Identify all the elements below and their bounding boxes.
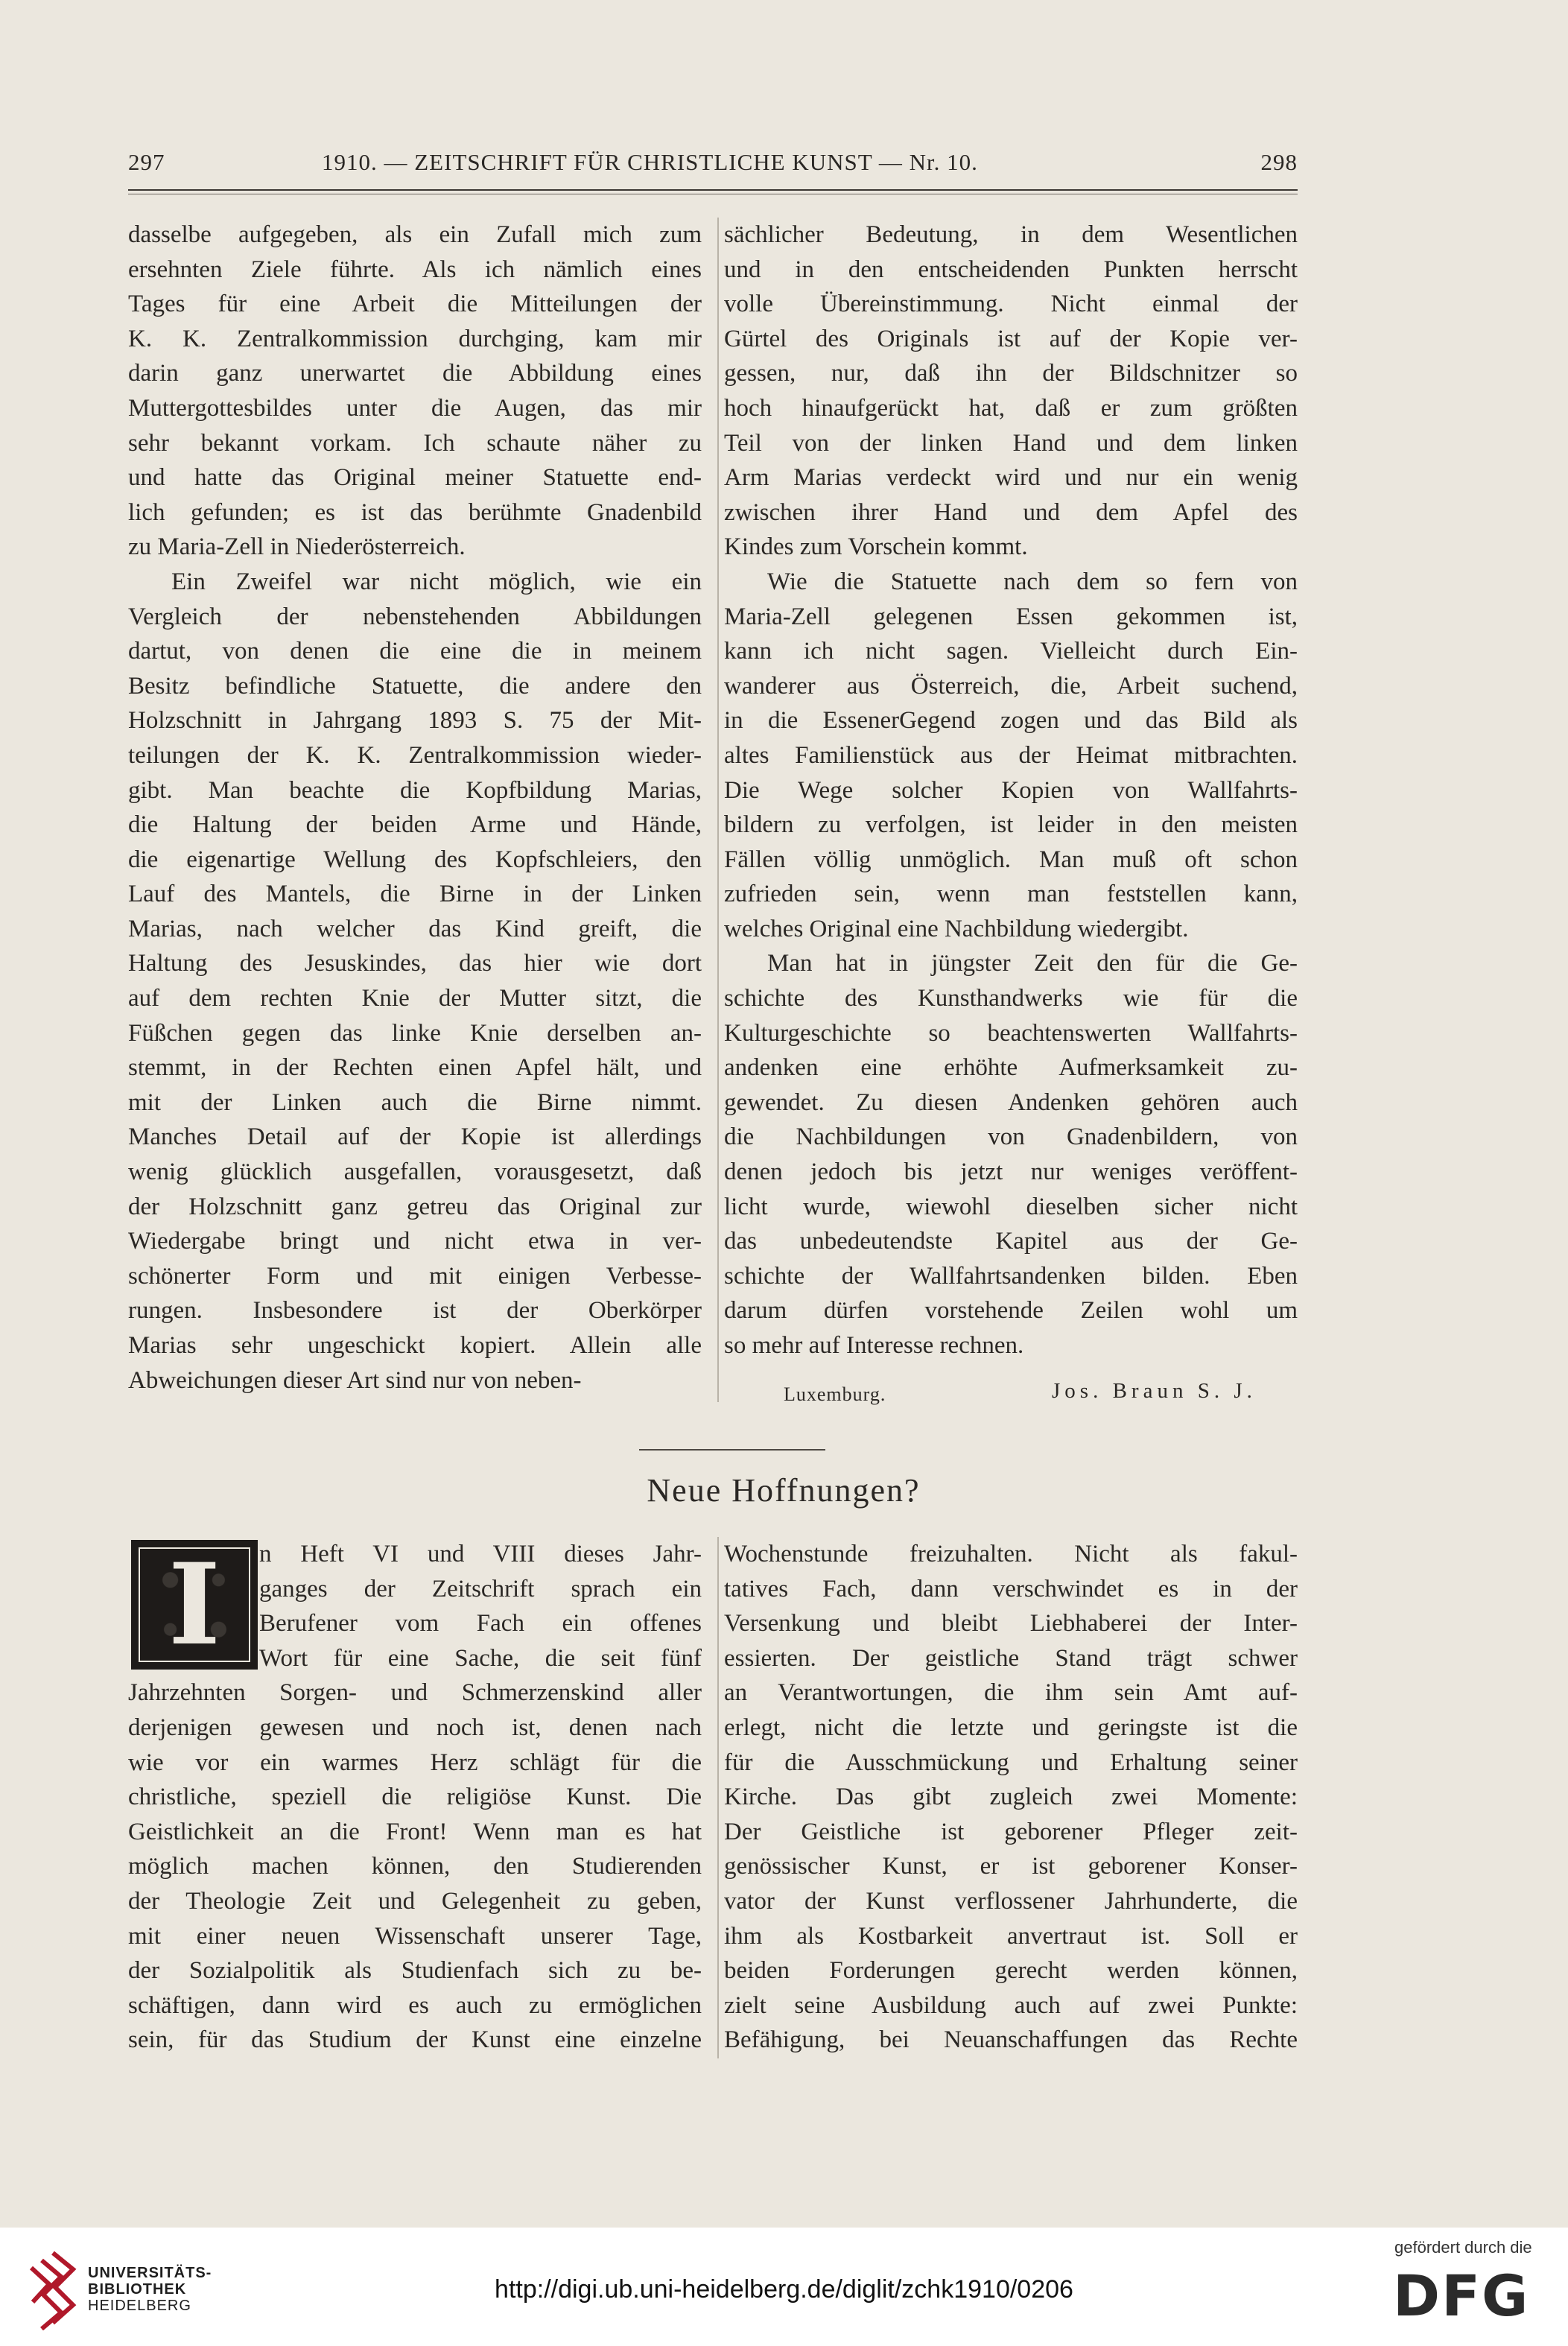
text-line: so mehr auf Interesse rechnen.	[724, 1332, 1024, 1359]
text-line: teilungen der K. K. Zentralkommission wieder-	[128, 741, 702, 769]
text-line: schichte des Kunsthandwerks wie für die	[724, 985, 1298, 1012]
text-line: dartut, von denen die eine die in meinem	[128, 638, 702, 665]
text-line: Vergleich der nebenstehenden Abbildungen	[128, 603, 702, 630]
article2-right-column	[724, 1537, 1298, 2058]
text-line: tatives Fach, dann verschwindet es in der	[724, 1575, 1298, 1602]
text-line: Berufener vom Fach ein offenes	[259, 1610, 702, 1638]
library-name-line1: UNIVERSITÄTS-	[88, 2265, 212, 2281]
text-line: die Haltung der beiden Arme und Hände,	[128, 811, 702, 839]
text-line: der Holzschnitt ganz getreu das Original zur	[128, 1193, 702, 1220]
text-line: und hatte das Original meiner Statuette end-	[128, 464, 702, 492]
text-line: sächlicher Bedeutung, in dem Wesentlichen	[724, 221, 1298, 248]
section-separator	[639, 1449, 825, 1451]
text-line: ersehnten Ziele führte. Als ich nämlich eines	[128, 256, 702, 283]
article1-signature	[784, 1379, 1268, 1412]
text-line: Kirche. Das gibt zugleich zwei Momente:	[724, 1784, 1298, 1811]
text-line: licht wurde, wiewohl dieselben sicher nicht	[724, 1193, 1298, 1220]
text-line: mit der Linken auch die Birne nimmt.	[128, 1088, 702, 1116]
text-line: das unbedeutendste Kapitel aus der Ge-	[724, 1228, 1298, 1255]
text-line: Geistlichkeit an die Front! Wenn man es hat	[128, 1818, 702, 1845]
text-line: Arm Marias verdeckt wird und nur ein wenig	[724, 464, 1298, 492]
column-divider	[717, 218, 719, 1402]
text-line: Füßchen gegen das linke Knie derselben an-	[128, 1019, 702, 1047]
text-line: in die EssenerGegend zogen und das Bild als	[724, 707, 1298, 735]
text-line: möglich machen können, den Studierenden	[128, 1853, 702, 1880]
initial-letter: I	[168, 1539, 221, 1670]
text-line: andenken eine erhöhte Aufmerksamkeit zu-	[724, 1054, 1298, 1082]
text-line: kann ich nicht sagen. Vielleicht durch Ein-	[724, 638, 1298, 665]
text-line: Abweichungen dieser Art sind nur von neben-	[128, 1366, 582, 1394]
text-line: Maria-Zell gelegenen Essen gekommen ist,	[724, 603, 1298, 630]
text-line: Man hat in jüngster Zeit den für die Ge-	[767, 950, 1298, 977]
text-line: lich gefunden; es ist das berühmte Gnadenbild	[128, 498, 702, 526]
text-line: volle Übereinstimmung. Nicht einmal der	[724, 291, 1298, 318]
text-line: Versenkung und bleibt Liebhaberei der Inter-	[724, 1610, 1298, 1638]
text-line: mit einer neuen Wissenschaft unserer Tage,	[128, 1922, 702, 1950]
text-line: wenig glücklich ausgefallen, vorausgesetzt, daß	[128, 1158, 702, 1186]
text-line: Kindes zum Vorschein kommt.	[724, 533, 1028, 561]
text-line: darum dürfen vorstehende Zeilen wohl um	[724, 1297, 1298, 1325]
running-title: 1910. — ZEITSCHRIFT FÜR CHRISTLICHE KUNST — Nr. 10.	[322, 149, 978, 175]
column-divider-2	[717, 1537, 719, 2058]
text-line: die eigenartige Wellung des Kopfschleiers, den	[128, 846, 702, 873]
text-line: wie vor ein warmes Herz schlägt für die	[128, 1749, 702, 1776]
text-line: derjenigen gewesen und noch ist, denen nach	[128, 1713, 702, 1741]
header-rule	[128, 189, 1298, 191]
text-line: der Theologie Zeit und Gelegenheit zu geben,	[128, 1887, 702, 1915]
text-line: sehr bekannt vorkam. Ich schaute näher zu	[128, 429, 702, 457]
text-line: Ein Zweifel war nicht möglich, wie ein	[171, 568, 702, 595]
text-line: an Verantwortungen, die ihm sein Amt auf-	[724, 1679, 1298, 1707]
text-line: Wort für eine Sache, die seit fünf	[259, 1644, 702, 1672]
article2-left-column	[128, 1537, 702, 2058]
text-line: bildern zu verfolgen, ist leider in den meisten	[724, 811, 1298, 839]
page-number-left: 297	[128, 149, 165, 175]
text-line: schäftigen, dann wird es auch zu ermöglichen	[128, 1991, 702, 2019]
text-line: Gürtel des Originals ist auf der Kopie ver-	[724, 325, 1298, 352]
text-line: rungen. Insbesondere ist der Oberkörper	[128, 1297, 702, 1325]
text-line: Kulturgeschichte so beachtenswerten Wallfahrts-	[724, 1019, 1298, 1047]
text-line: Manches Detail auf der Kopie ist allerdings	[128, 1123, 702, 1151]
text-line: zwischen ihrer Hand und dem Apfel des	[724, 498, 1298, 526]
text-line: genössischer Kunst, er ist geborener Konser-	[724, 1853, 1298, 1880]
text-line: K. K. Zentralkommission durchging, kam mir	[128, 325, 702, 352]
text-line: Wie die Statuette nach dem so fern von	[767, 568, 1298, 595]
text-line: n Heft VI und VIII dieses Jahr-	[259, 1541, 702, 1567]
text-line: Fällen völlig unmöglich. Man muß oft schon	[724, 846, 1298, 873]
page-header	[128, 149, 1298, 182]
library-name-line3: HEIDELBERG	[88, 2298, 191, 2314]
text-line: essierten. Der geistliche Stand trägt schwer	[724, 1644, 1298, 1672]
text-line: beiden Forderungen gerecht werden können,	[724, 1957, 1298, 1985]
text-line: und in den entscheidenden Punkten herrscht	[724, 256, 1298, 283]
text-line: gewendet. Zu diesen Andenken gehören auch	[724, 1088, 1298, 1116]
library-name-line2: BIBLIOTHEK	[88, 2281, 187, 2298]
text-line: welches Original eine Nachbildung wiedergibt.	[724, 915, 1189, 942]
text-line: Besitz befindliche Statuette, die andere den	[128, 672, 702, 700]
text-line: zu Maria-Zell in Niederösterreich.	[128, 533, 466, 561]
text-line: Jahrzehnten Sorgen- und Schmerzenskind aller	[128, 1679, 702, 1707]
article1-left-column	[128, 218, 702, 1398]
page-number-right: 298	[1260, 149, 1298, 175]
text-line: vator der Kunst verflossener Jahrhunderte, die	[724, 1887, 1298, 1915]
text-line: Tages für eine Arbeit die Mitteilungen der	[128, 291, 702, 318]
text-line: Muttergottesbildes unter die Augen, das mir	[128, 394, 702, 422]
text-line: gessen, nur, daß ihn der Bildschnitzer so	[724, 360, 1298, 387]
text-line: stemmt, in der Rechten einen Apfel hält, und	[128, 1054, 702, 1082]
text-line: Holzschnitt in Jahrgang 1893 S. 75 der Mit-	[128, 707, 702, 735]
text-line: zufrieden sein, wenn man feststellen kann,	[724, 881, 1298, 908]
text-line: christliche, speziell die religiöse Kunst. Die	[128, 1784, 702, 1811]
text-line: ganges der Zeitschrift sprach ein	[259, 1575, 702, 1602]
text-line: Marias, nach welcher das Kind greift, die	[128, 915, 702, 942]
text-line: auf dem rechten Knie der Mutter sitzt, die	[128, 985, 702, 1012]
text-line: für die Ausschmückung und Erhaltung seiner	[724, 1749, 1298, 1776]
text-line: darin ganz unerwartet die Abbildung eines	[128, 360, 702, 387]
text-line: der Sozialpolitik als Studienfach sich zu be-	[128, 1957, 702, 1985]
text-line: Wiedergabe bringt und nicht etwa in ver-	[128, 1228, 702, 1255]
text-line: Haltung des Jesuskindes, das hier wie dort	[128, 950, 702, 977]
signature-author: Jos. Braun S. J.	[1052, 1379, 1257, 1403]
text-line: Teil von der linken Hand und dem linken	[724, 429, 1298, 457]
text-line: sein, für das Studium der Kunst eine einzelne	[128, 2026, 702, 2054]
text-line: Marias sehr ungeschickt kopiert. Allein alle	[128, 1332, 702, 1359]
signature-place: Luxemburg.	[784, 1383, 886, 1405]
text-line: hoch hinaufgerückt hat, daß er zum größten	[724, 394, 1298, 422]
dfg-logo: DFG	[1393, 2263, 1530, 2329]
text-line: Lauf des Mantels, die Birne in der Linken	[128, 881, 702, 908]
text-line: dasselbe aufgegeben, als ein Zufall mich zum	[128, 221, 702, 248]
text-line: schichte der Wallfahrtsandenken bilden. Eben	[724, 1262, 1298, 1290]
text-line: gibt. Man beachte die Kopfbildung Marias,	[128, 776, 702, 804]
article1-right-column	[724, 218, 1298, 1363]
footer-bar	[0, 2228, 1568, 2346]
text-line: erlegt, nicht die letzte und geringste ist die	[724, 1713, 1298, 1741]
text-line: Der Geistliche ist geborener Pfleger zeit-	[724, 1818, 1298, 1845]
text-line: schönerter Form und mit einigen Verbesse-	[128, 1262, 702, 1290]
text-line: Befähigung, bei Neuanschaffungen das Rechte	[724, 2026, 1298, 2054]
text-line: zielt seine Ausbildung auch auf zwei Punkte:	[724, 1991, 1298, 2019]
text-line: Wochenstunde freizuhalten. Nicht als fakul-	[724, 1541, 1298, 1567]
text-line: die Nachbildungen von Gnadenbildern, von	[724, 1123, 1298, 1151]
text-line: altes Familienstück aus der Heimat mitbrachten.	[724, 741, 1298, 769]
funding-caption: gefördert durch die	[1394, 2238, 1532, 2257]
text-line: wanderer aus Österreich, die, Arbeit suchend,	[724, 672, 1298, 700]
text-line: Die Wege solcher Kopien von Wallfahrts-	[724, 776, 1298, 804]
source-url-link[interactable]: http://digi.ub.uni-heidelberg.de/diglit/zchk1910/0206	[495, 2275, 1073, 2304]
text-line: denen jedoch bis jetzt nur weniges veröffent-	[724, 1158, 1298, 1186]
text-line: ihm als Kostbarkeit anvertraut ist. Soll er	[724, 1922, 1298, 1950]
article2-title: Neue Hoffnungen?	[647, 1472, 921, 1509]
